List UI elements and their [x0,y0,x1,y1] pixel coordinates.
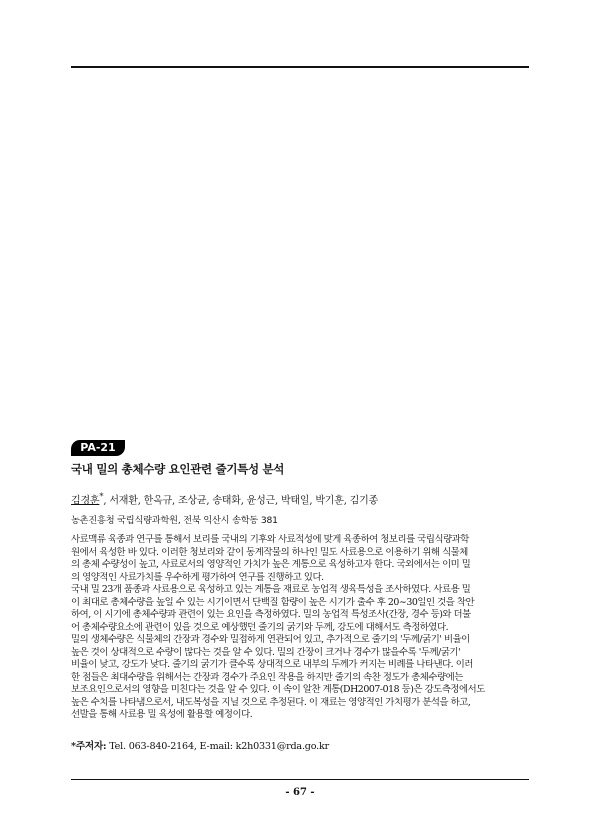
first-author: 김경훈 [71,495,100,507]
corresponding-author-contact [71,740,531,753]
body-line: 이 최대로 총체수량을 높일 수 있는 시기이면서 단백질 함량이 높은 시기가 출수 후 20∼30일인 것을 착안 [71,596,475,608]
body-line: 선발을 통해 사료용 밀 육성에 활용할 예정이다. [71,709,253,720]
body-line: 사료맥류 육종과 연구를 통해서 보리를 국내의 기후와 사료적성에 맞게 육종하여 청보리를 국립식량과학 [71,534,469,545]
body-line: 의 총체 수량성이 높고, 사료로서의 영양적인 가치가 높은 계통으로 육성하고자 한다. 국외에서는 이미 밀 [71,559,471,570]
body-line: 하여, 이 시기에 총체수량과 관련이 있는 요인을 측정하였다. 밀의 농업적 특성조사(간장, 경수 등)와 더불 [71,609,471,620]
author-list [71,489,531,508]
body-line: 한 점들은 최대수량을 위해서는 간장과 경수가 주요인 작용을 하지만 줄기의 속찬 정도가 총체수량에는 [71,671,463,683]
co-authors: , 서재환, 한옥규, 조상균, 송태화, 윤성근, 박태일, 박기훈, 김기종 [103,495,379,507]
abstract-body [71,534,529,722]
body-line: 원에서 육성한 바 있다. 이러한 청보리와 같이 동계작물의 하나인 밀도 사료용으로 이용하기 위해 식물체 [71,546,468,558]
body-line: 비율이 낮고, 강도가 낮다. 줄기의 굵기가 클수록 상대적으로 내부의 두께가 커지는 비례를 나타낸다. 이러 [71,659,473,670]
corresponding-mark: * [99,491,104,501]
abstract-title: 국내 밀의 총체수량 요인관련 줄기특성 분석 [71,462,285,476]
body-line: 높은 것이 상대적으로 수량이 많다는 것을 알 수 있다. 밀의 간장이 크거나 경수가 많을수록 '두께/굵기' [71,646,461,658]
contact-details: Tel. 063-840-2164, E-mail: k2h0331@rda.go.kr [106,741,330,752]
body-line: 높은 수치를 나타냄으로서, 내도복성을 지닐 것으로 추정된다. 이 재료는 영양적인 가치평가 분석을 하고, [71,696,471,708]
body-line: 보조요인으로서의 영향을 미친다는 것을 알 수 있다. 이 속이 알찬 계통(DH2007-018 등)은 강도측정에서도 [71,684,485,695]
body-line: 어 총체수량요소에 관련이 있을 것으로 예상했던 줄기의 굵기와 두께, 강도에 대해서도 측정하였다. [71,621,449,633]
abstract-id-badge: PA-21 [71,440,125,456]
contact-label: *주저자: [71,741,107,752]
body-line: 국내 밀 23개 품종과 사료용으로 육성하고 있는 계통을 재료로 농업적 생육특성을 조사하였다. 사료용 밀 [71,584,471,595]
bottom-rule [71,779,529,780]
body-line: 의 영양적인 사료가치를 우수하게 평가하여 연구를 진행하고 있다. [71,571,324,583]
page-number: - 67 - [285,787,315,798]
affiliation: 농촌진흥청 국립식량과학원, 전북 익산시 송학동 381 [71,515,278,526]
body-line: 밀의 생체수량은 식물체의 간장과 경수와 밀접하게 연관되어 있고, 추가적으로 줄기의 '두께/굵기' 비율이 [71,634,470,645]
top-rule [71,66,529,68]
